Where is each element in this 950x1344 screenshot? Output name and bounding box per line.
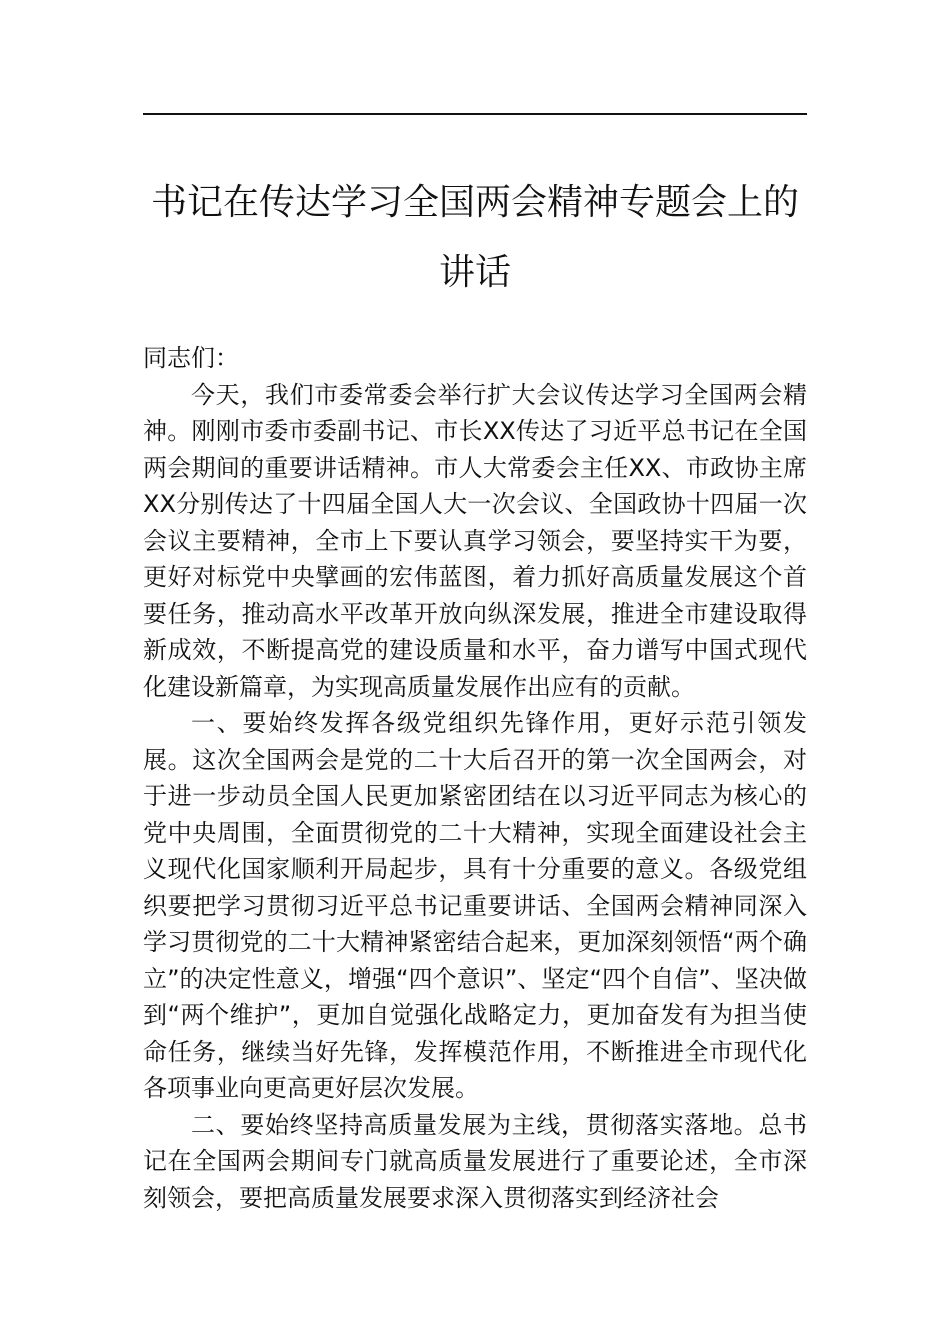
paragraph-point-one: 一、要始终发挥各级党组织先锋作用，更好示范引领发展。这次全国两会是党的二十大后召开的第一次全国两会，对于进一步动员全国人民更加紧密团结在以习近平同志为核心的党中央周围，全面贯彻党的二十大精神，实现全面建设社会主义现代化国家顺利开局起步，具有十分重要的意义。各级党组织要把学习贯彻习近平总书记重要讲话、全国两会精神同深入学习贯彻党的二十大精神紧密结合起来，更加深刻领悟“两个确立”的决定性意义，增强“四个意识”、坚定“四个自信”、坚决做到“两个维护”，更加自觉强化战略定力，更加奋发有为担当使命任务，继续当好先锋，发挥模范作用，不断推进全市现代化各项事业向更高更好层次发展。	[143, 709, 807, 1102]
paragraph-point-two: 二、要始终坚持高质量发展为主线，贯彻落实落地。总书记在全国两会期间专门就高质量发展进行了重要论述，全市深刻领会，要把高质量发展要求深入贯彻落实到经济社会	[143, 1110, 807, 1212]
header-rule	[143, 113, 807, 115]
document-title	[143, 168, 807, 308]
paragraph-intro: 今天，我们市委常委会举行扩大会议传达学习全国两会精神。刚刚市委市委副书记、市长XX传达了习近平总书记在全国两会期间的重要讲话精神。市人大常委会主任XX、市政协主席XX分别传达了十四届全国人大一次会议、全国政协十四届一次会议主要精神，全市上下要认真学习领会，要坚持实干为要，更好对标党中央擘画的宏伟蓝图，着力抓好高质量发展这个首要任务，推动高水平改革开放向纵深发展，推进全市建设取得新成效，不断提高党的建设质量和水平，奋力谱写中国式现代化建设新篇章，为实现高质量发展作出应有的贡献。	[143, 380, 807, 701]
title-line-2: 讲话	[438, 252, 511, 293]
document-body	[143, 340, 807, 1216]
salutation: 同志们：	[143, 344, 239, 372]
title-line-1: 书记在传达学习全国两会精神专题会上的	[150, 182, 799, 223]
